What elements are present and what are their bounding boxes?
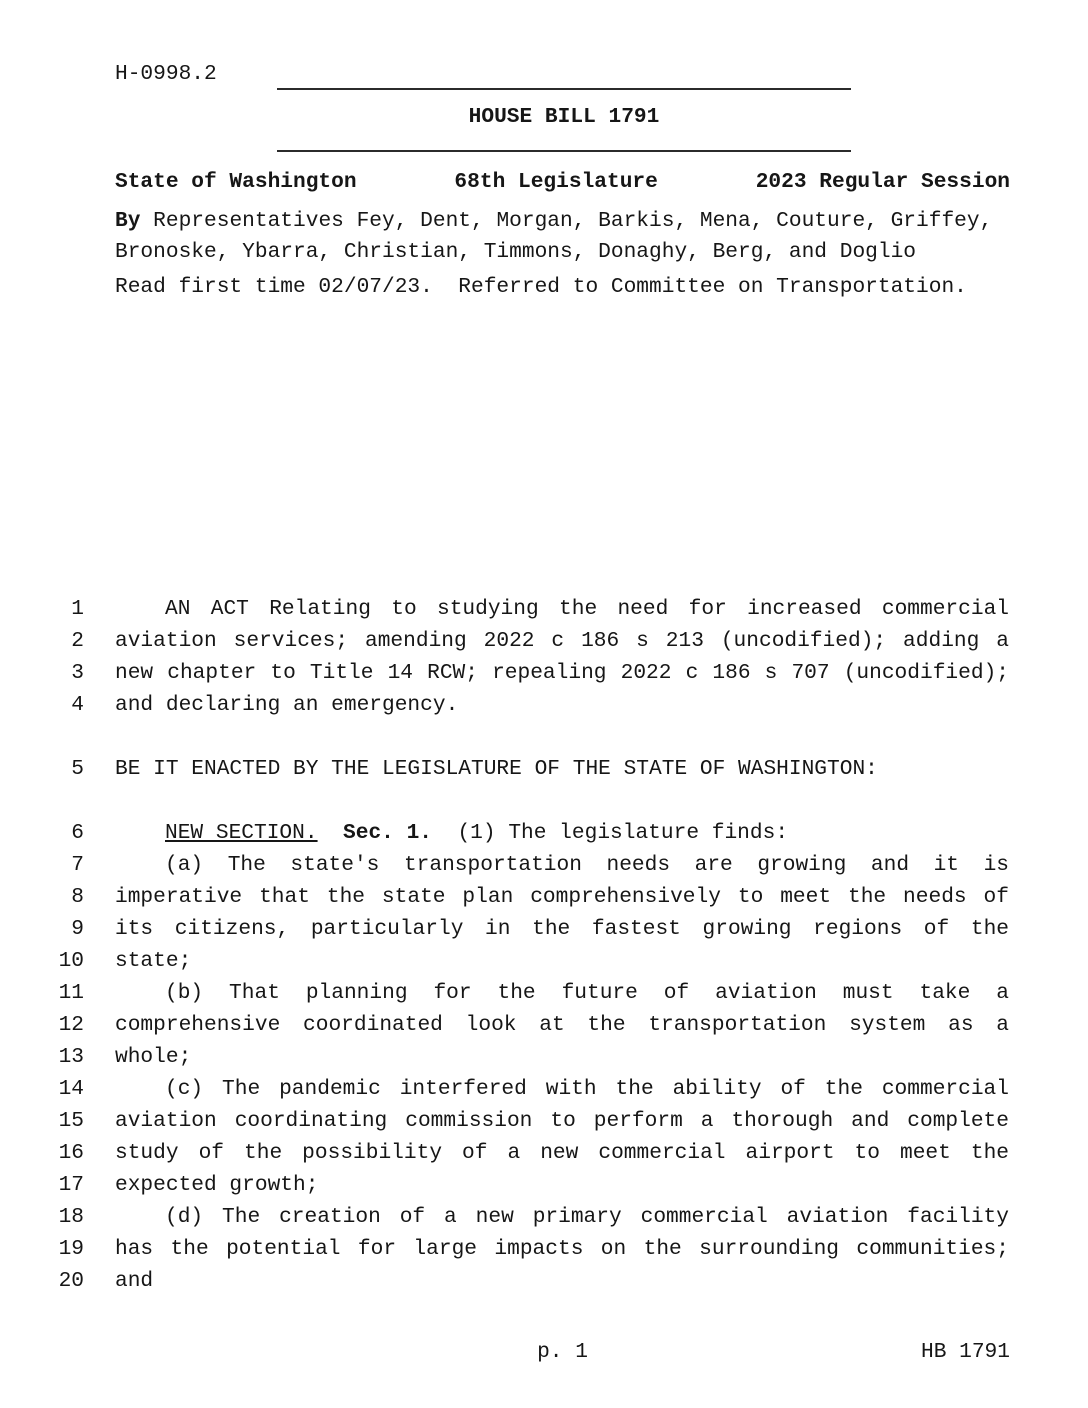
- line-text: [115, 721, 1009, 753]
- sponsor-names-1: Representatives Fey, Dent, Morgan, Barkis, Mena, Couture, Griffey,: [140, 209, 993, 233]
- session-name: 2023 Regular Session: [755, 170, 1010, 194]
- line-number: 7: [71, 853, 84, 877]
- line-number: 12: [58, 1013, 84, 1037]
- line-text: BE IT ENACTED BY THE LEGISLATURE OF THE STATE OF WASHINGTON:: [115, 757, 878, 781]
- line-number: 18: [58, 1205, 84, 1229]
- session-state: State of Washington: [115, 170, 357, 194]
- line-text: new chapter to Title 14 RCW; repealing 2022 c 186 s 707 (uncodified);: [115, 661, 1009, 685]
- line-number: 9: [71, 917, 84, 941]
- session-row: [115, 166, 1010, 198]
- bill-line: [0, 753, 1088, 785]
- by-label: By: [115, 209, 141, 233]
- footer-bill-code: HB 1791: [920, 1340, 1010, 1364]
- bill-line: [0, 945, 1088, 977]
- line-number: 4: [71, 693, 84, 717]
- bill-line: [0, 1265, 1088, 1297]
- title-rule-bottom: [277, 150, 851, 152]
- read-first-time-line: Read first time 02/07/23. Referred to Committee on Transportation.: [115, 275, 967, 299]
- line-text: has the potential for large impacts on the surrounding communities;: [115, 1237, 1009, 1261]
- line-text: (a) The state's transportation needs are growing and it is: [165, 853, 1009, 877]
- line-number: 16: [58, 1141, 84, 1165]
- page-number: p. 1: [537, 1340, 588, 1364]
- sponsors-line-1: [115, 206, 1012, 237]
- line-text: (b) That planning for the future of aviation must take a: [165, 981, 1009, 1005]
- line-number: 2: [71, 629, 84, 653]
- line-number: [0, 721, 84, 753]
- line-text: its citizens, particularly in the fastest growing regions of the: [115, 917, 1009, 941]
- line-number: 19: [58, 1237, 84, 1261]
- line-text: (c) The pandemic interfered with the ability of the commercial: [165, 1077, 1009, 1101]
- line-number: 11: [58, 981, 84, 1005]
- bill-line: [0, 881, 1088, 913]
- bill-line: [0, 657, 1088, 689]
- sponsors-paragraph: [115, 206, 1012, 268]
- line-text: AN ACT Relating to studying the need for increased commercial: [165, 597, 1009, 621]
- line-text: and: [115, 1269, 154, 1293]
- line-text: expected growth;: [115, 1173, 319, 1197]
- line-text: aviation services; amending 2022 c 186 s 213 (uncodified); adding a: [115, 629, 1009, 653]
- bill-body: [0, 593, 1088, 1297]
- bill-line: [0, 913, 1088, 945]
- line-number: 14: [58, 1077, 84, 1101]
- sponsors-line-2: Bronoske, Ybarra, Christian, Timmons, Donaghy, Berg, and Doglio: [115, 240, 917, 264]
- bill-line: [0, 1201, 1088, 1233]
- page-footer: [115, 1336, 1010, 1368]
- bill-line: [0, 817, 1088, 849]
- line-text: study of the possibility of a new commercial airport to meet the: [115, 1141, 1009, 1165]
- title-rule-top: [277, 88, 851, 90]
- line-number: 3: [71, 661, 84, 685]
- blank-line: [0, 721, 1088, 753]
- bill-line: [0, 1169, 1088, 1201]
- bill-line: [0, 689, 1088, 721]
- line-text: state;: [115, 949, 192, 973]
- line-number: 8: [71, 885, 84, 909]
- line-number: [0, 785, 84, 817]
- bill-line: [0, 1105, 1088, 1137]
- line-number: 15: [58, 1109, 84, 1133]
- line-number: 5: [71, 757, 84, 781]
- line-text: NEW SECTION. Sec. 1. (1) The legislature finds:: [165, 821, 789, 845]
- bill-line: [0, 1073, 1088, 1105]
- line-text: [115, 785, 1009, 817]
- bill-line: [0, 593, 1088, 625]
- bill-line: [0, 1233, 1088, 1265]
- line-text: (d) The creation of a new primary commercial aviation facility: [165, 1205, 1009, 1229]
- line-text: aviation coordinating commission to perform a thorough and complete: [115, 1109, 1009, 1133]
- line-number: 17: [58, 1173, 84, 1197]
- line-number: 1: [71, 597, 84, 621]
- bill-line: [0, 977, 1088, 1009]
- blank-line: [0, 785, 1088, 817]
- line-number: 20: [58, 1269, 84, 1293]
- document-code: H-0998.2: [115, 62, 217, 86]
- bill-line: [0, 1041, 1088, 1073]
- bill-title: HOUSE BILL 1791: [468, 105, 660, 129]
- bill-line: [0, 1009, 1088, 1041]
- line-text: imperative that the state plan comprehensively to meet the needs of: [115, 885, 1009, 909]
- bill-line: [0, 625, 1088, 657]
- line-number: 10: [58, 949, 84, 973]
- line-number: 6: [71, 821, 84, 845]
- line-text: whole;: [115, 1045, 192, 1069]
- line-text: and declaring an emergency.: [115, 693, 459, 717]
- line-text: comprehensive coordinated look at the transportation system as a: [115, 1013, 1009, 1037]
- bill-line: [0, 849, 1088, 881]
- bill-line: [0, 1137, 1088, 1169]
- line-number: 13: [58, 1045, 84, 1069]
- session-legislature: 68th Legislature: [454, 170, 658, 194]
